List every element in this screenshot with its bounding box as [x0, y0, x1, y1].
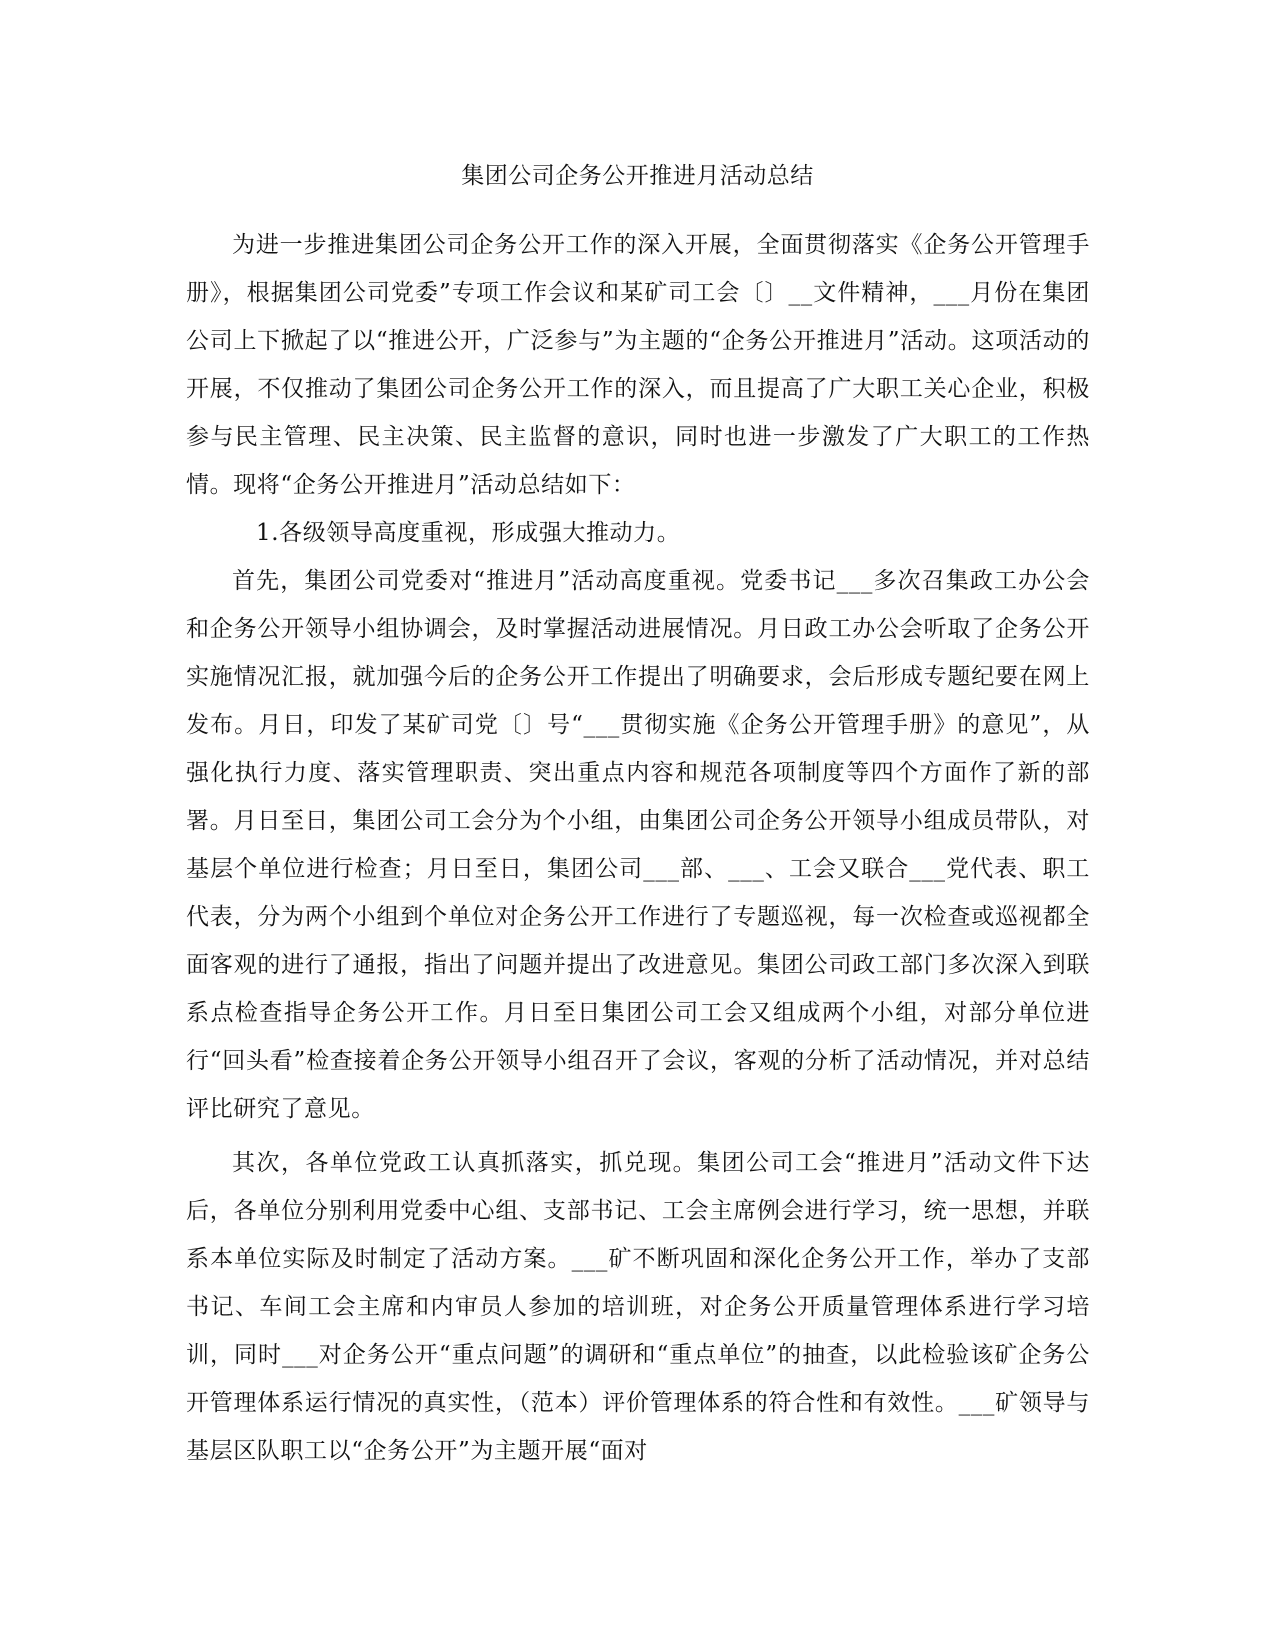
paragraph-first: 首先，集团公司党委对“推进月”活动高度重视。党委书记___多次召集政工办公会和企务公开领导小组协调会，及时掌握活动进展情况。月日政工办公会听取了企务公开实施情况汇报，就加强今后的企务公开工作提出了明确要求，会后形成专题纪要在网上发布。月日，印发了某矿司党〔〕号“___贯彻实施《企务公开管理手册》的意见”，从强化执行力度、落实管理职责、突出重点内容和规范各项制度等四个方面作了新的部署。月日至日，集团公司工会分为个小组，由集团公司企务公开领导小组成员带队，对基层个单位进行检查；月日至日，集团公司___部、___、工会又联合___党代表、职工代表，分为两个小组到个单位对企务公开工作进行了专题巡视，每一次检查或巡视都全面客观的进行了通报，指出了问题并提出了改进意见。集团公司政工部门多次深入到联系点检查指导企务公开工作。月日至日集团公司工会又组成两个小组，对部分单位进行“回头看”检查接着企务公开领导小组召开了会议，客观的分析了活动情况，并对总结评比研究了意见。: [186, 568, 1090, 1122]
paragraph-intro: 为进一步推进集团公司企务公开工作的深入开展，全面贯彻落实《企务公开管理手册》，根据集团公司党委”专项工作会议和某矿司工会〔〕__文件精神，___月份在集团公司上下掀起了以“推进公开，广泛参与”为主题的“企务公开推进月”活动。这项活动的开展，不仅推动了集团公司企务公开工作的深入，而且提高了广大职工关心企业，积极参与民主管理、民主决策、民主监督的意识，同时也进一步激发了广大职工的工作热情。现将“企务公开推进月”活动总结如下：: [186, 232, 1090, 498]
section-heading-1: 1.各级领导高度重视，形成强大推动力。: [256, 520, 681, 546]
document-title: 集团公司企务公开推进月活动总结: [461, 163, 814, 189]
paragraph-second: 其次，各单位党政工认真抓落实，抓兑现。集团公司工会“推进月”活动文件下达后，各单位分别利用党委中心组、支部书记、工会主席例会进行学习，统一思想，并联系本单位实际及时制定了活动方案。___矿不断巩固和深化企务公开工作，举办了支部书记、车间工会主席和内审员人参加的培训班，对企务公开质量管理体系进行学习培训，同时___对企务公开“重点问题”的调研和“重点单位”的抽查，以此检验该矿企务公开管理体系运行情况的真实性，（范本）评价管理体系的符合性和有效性。___矿领导与基层区队职工以“企务公开”为主题开展“面对: [186, 1150, 1090, 1464]
document-body: [186, 221, 1090, 1475]
